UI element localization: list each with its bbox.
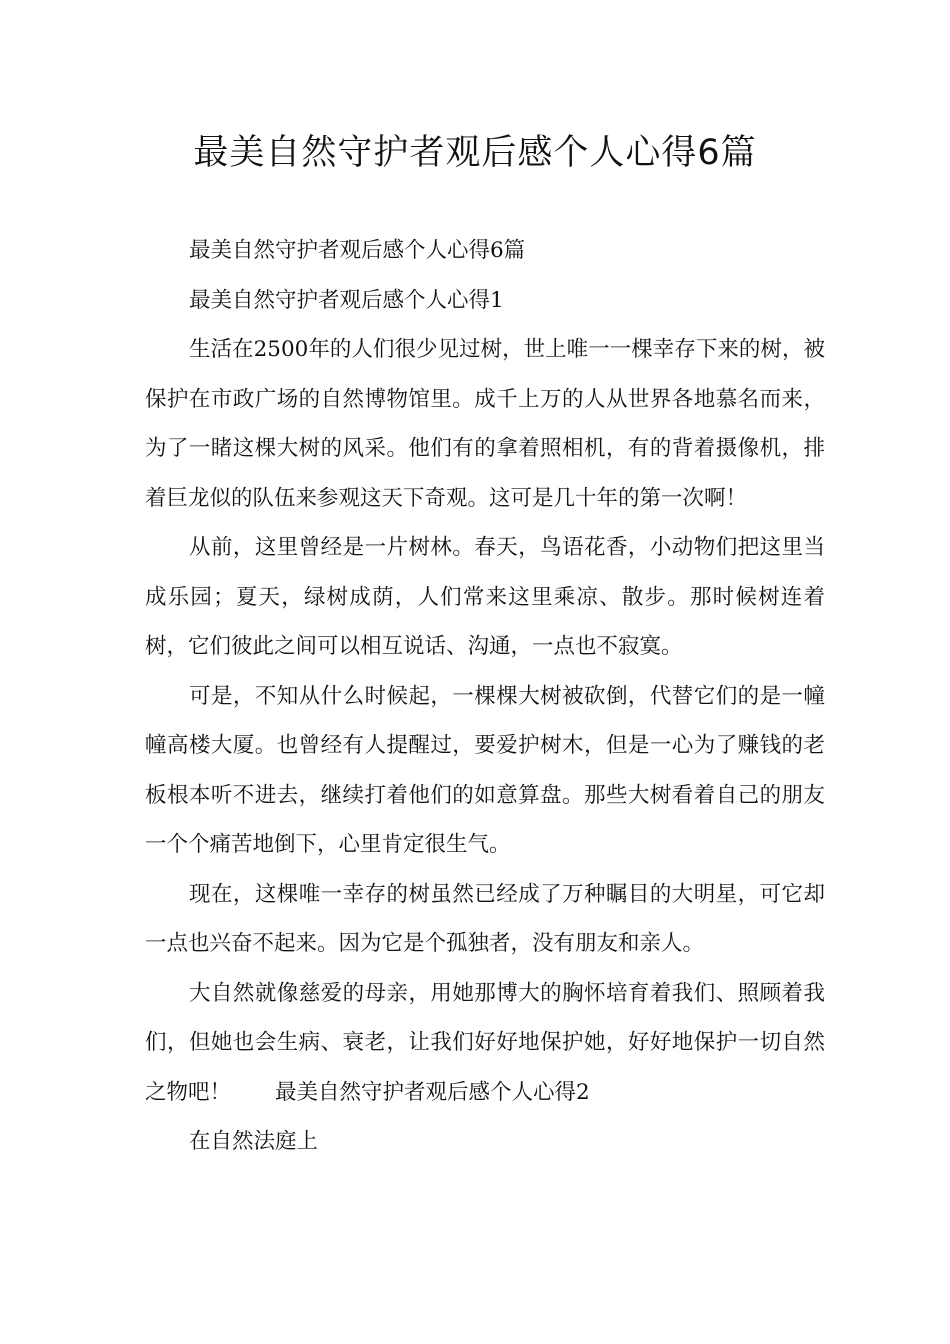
- paragraph-5-text: 大自然就像慈爱的母亲，用她那博大的胸怀培育着我们、照顾着我们，但她也会生病、衰老，让我们好好地保护她，好好地保护一切自然之物吧！: [145, 980, 825, 1105]
- section-heading-2: 最美自然守护者观后感个人心得2: [275, 1079, 590, 1105]
- paragraph-5: [145, 969, 825, 1118]
- document-body: [145, 226, 825, 1167]
- intro-title-line: 最美自然守护者观后感个人心得6篇: [189, 238, 526, 263]
- document-title: 最美自然守护者观后感个人心得6篇: [193, 133, 757, 173]
- paragraph-4: 现在，这棵唯一幸存的树虽然已经成了万种瞩目的大明星，可它却一点也兴奋不起来。因为它是个孤独者，没有朋友和亲人。: [145, 881, 825, 956]
- paragraph-1: 生活在2500年的人们很少见过树，世上唯一一棵幸存下来的树，被保护在市政广场的自然博物馆里。成千上万的人从世界各地慕名而来，为了一睹这棵大树的风采。他们有的拿着照相机，有的背着摄像机，排着巨龙似的队伍来参观这天下奇观。这可是几十年的第一次啊！: [145, 337, 825, 511]
- paragraph-3: 可是，不知从什么时候起，一棵棵大树被砍倒，代替它们的是一幢幢高楼大厦。也曾经有人提醒过，要爱护树木，但是一心为了赚钱的老板根本听不进去，继续打着他们的如意算盘。那些大树看着自己的朋友一个个痛苦地倒下，心里肯定很生气。: [145, 683, 825, 857]
- paragraph-6: 在自然法庭上: [189, 1129, 319, 1154]
- section-heading-1: 最美自然守护者观后感个人心得1: [189, 287, 504, 313]
- paragraph-2: 从前，这里曾经是一片树林。春天，鸟语花香，小动物们把这里当成乐园；夏天，绿树成荫，人们常来这里乘凉、散步。那时候树连着树，它们彼此之间可以相互说话、沟通，一点也不寂寞。: [145, 535, 825, 659]
